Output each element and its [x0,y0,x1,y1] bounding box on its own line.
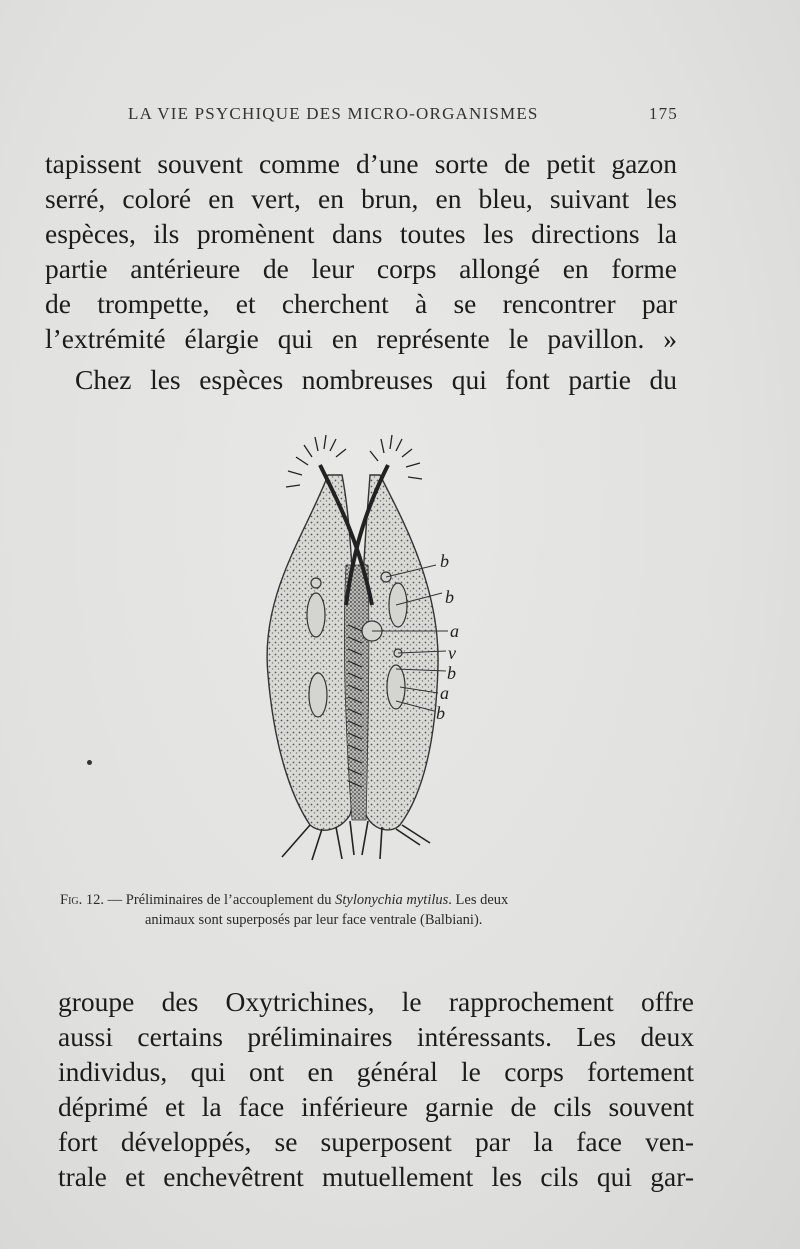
text-line: groupe des Oxytrichines, le rapprochement offre [58,986,694,1017]
figure-stylonychia [250,425,480,865]
text-line: espèces, ils promènent dans toutes les directions la [45,218,677,249]
caption-fig-label: Fig. 12. [60,892,104,908]
figure-label: a [440,683,449,703]
figure-label: a [450,621,459,641]
running-head-title: LA VIE PSYCHIQUE DES MICRO-ORGANISMES [128,104,539,123]
figure-caption [60,890,692,930]
figure-label: v [448,643,456,663]
text-line: partie antérieure de leur corps allongé en forme [45,253,677,284]
figure-label: b [436,703,445,723]
text-line: déprimé et la face inférieure garnie de cils souvent [58,1091,694,1122]
figure-label: b [445,587,454,607]
caption-line: animaux sont superposés par leur face ventrale (Balbiani). [145,912,483,928]
caption-text: . Les deux [448,892,509,908]
paragraph-chez [45,362,677,397]
text-line: tapissent souvent comme d’une sorte de petit gazon [45,148,677,179]
text-line: individus, qui ont en général le corps fortement [58,1056,694,1087]
figure-label: b [447,663,456,683]
text-line: trale et enchevêtrent mutuellement les cils qui gar- [58,1161,694,1192]
text-line: serré, coloré en vert, en brun, en bleu, suivant les [45,183,677,214]
text-line: de trompette, et cherchent à se rencontrer par [45,288,677,319]
text-line: fort développés, se superposent par la face ven- [58,1126,694,1157]
caption-text: — Préliminaires de l’accouplement du [104,892,336,908]
paragraph-bottom [58,984,694,1194]
figure-label: b [440,551,449,571]
page-number: 175 [648,104,678,123]
paragraph-top [45,146,677,356]
caption-species: Stylonychia mytilus [335,892,449,908]
text-line: Chez les espèces nombreuses qui font partie du [75,364,677,395]
stylonychia-illustration [250,425,480,865]
text-line: l’extrémité élargie qui en représente le pavillon. » [45,323,677,354]
text-line: aussi certains préliminaires intéressants. Les deux [58,1021,694,1052]
print-speck [87,760,92,765]
caption-line [60,890,692,910]
